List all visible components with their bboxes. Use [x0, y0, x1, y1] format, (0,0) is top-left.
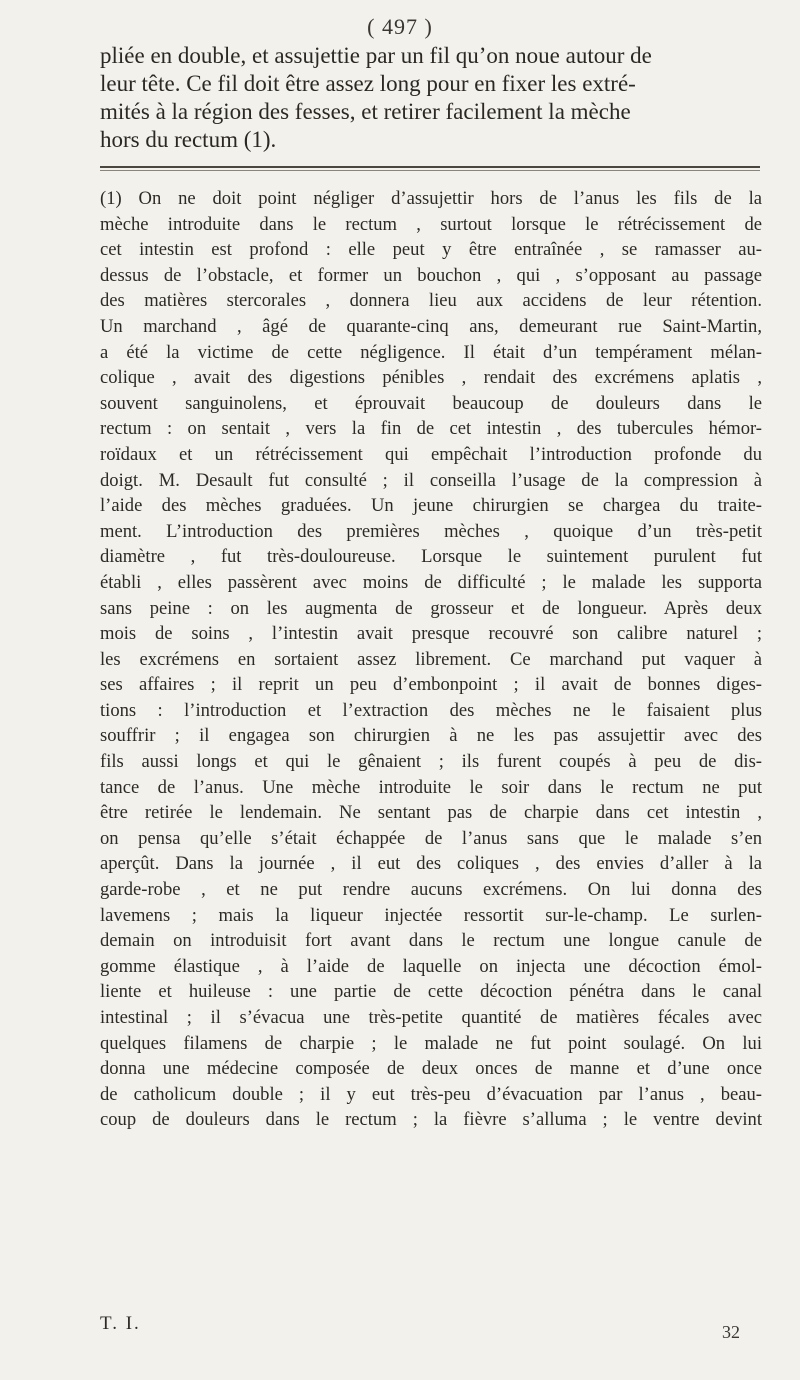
footnote-line: fils aussi longs et qui le gênaient ; ils furent coupés à peu de dis-	[100, 751, 762, 773]
footnote-line: mois de soins , l’intestin avait presque recouvré son calibre naturel ;	[100, 623, 762, 645]
main-line: mités à la région des fesses, et retirer facilement la mèche	[100, 99, 631, 124]
footnote-line: être retirée le lendemain. Ne sentant pas de charpie dans cet intestin ,	[100, 802, 762, 824]
footnote-line: demain on introduisit fort avant dans le rectum une longue canule de	[100, 930, 762, 952]
footnote-line: Un marchand , âgé de quarante-cinq ans, demeurant rue Saint-Martin,	[100, 315, 762, 337]
footnote-line: établi , elles passèrent avec moins de difficulté ; le malade les supporta	[100, 571, 762, 593]
signature-mark: T. I.	[100, 1313, 141, 1334]
footnote-line: dessus de l’obstacle, et former un bouchon , qui , s’opposant au passage	[100, 264, 762, 286]
footnote-separator-thin	[100, 170, 760, 171]
footnote-line: coup de douleurs dans le rectum ; la fièvre s’alluma ; le ventre devint	[100, 1109, 762, 1131]
footnote-line: roïdaux et un rétrécissement qui empêchait l’introduction profonde du	[100, 443, 762, 465]
main-line: hors du rectum (1).	[100, 127, 277, 152]
main-line: pliée en double, et assujettie par un fil qu’on noue autour de	[100, 43, 652, 68]
footnote-line: diamètre , fut très-douloureuse. Lorsque le suintement purulent fut	[100, 546, 762, 568]
page-number: ( 497 )	[367, 14, 433, 39]
footnote-line: quelques filamens de charpie ; le malade ne fut point soulagé. On lui	[100, 1032, 762, 1054]
footnote-line: donna une médecine composée de deux onces de manne et d’une once	[100, 1058, 762, 1080]
footnote-line: ses affaires ; il reprit un peu d’embonpoint ; il avait de bonnes diges-	[100, 674, 762, 696]
sheet-number: 32	[722, 1322, 740, 1342]
footnote-line: souvent sanguinolens, et éprouvait beaucoup de douleurs dans le	[100, 392, 762, 414]
footnote-line: liente et huileuse : une partie de cette décoction pénétra dans le canal	[100, 981, 762, 1003]
main-text	[100, 42, 760, 154]
footnote-line: des matières stercorales , donnera lieu aux accidens de leur rétention.	[100, 290, 762, 312]
footnote-line: doigt. M. Desault fut consulté ; il conseilla l’usage de la compression à	[100, 469, 762, 491]
footnote-line: mèche introduite dans le rectum , surtout lorsque le rétrécissement de	[100, 213, 762, 235]
footnote-line: intestinal ; il s’évacua une très-petite quantité de matières fécales avec	[100, 1007, 762, 1028]
main-line: leur tête. Ce fil doit être assez long pour en fixer les extré-	[100, 71, 636, 96]
footnote	[100, 186, 762, 1133]
footnote-line: de catholicum double ; il y eut très-peu d’évacuation par l’anus , beau-	[100, 1083, 762, 1105]
footnote-separator	[100, 166, 760, 168]
footnote-line: cet intestin est profond : elle peut y être entraînée , se ramasser au-	[100, 239, 762, 261]
footnote-line: colique , avait des digestions pénibles , rendait des excrémens aplatis ,	[100, 367, 762, 389]
footnote-line: (1) On ne doit point négliger d’assujettir hors de l’anus les fils de la	[100, 188, 762, 209]
footnote-line: a été la victime de cette négligence. Il était d’un tempérament mélan-	[100, 341, 762, 363]
footnote-line: garde-robe , et ne put rendre aucuns excrémens. On lui donna des	[100, 879, 762, 901]
footnote-line: l’aide des mèches graduées. Un jeune chirurgien se chargea du traite-	[100, 495, 762, 517]
footnote-line: tance de l’anus. Une mèche introduite le soir dans le rectum ne put	[100, 776, 762, 798]
footnote-line: ment. L’introduction des premières mèches , quoique d’un très-petit	[100, 520, 762, 542]
footnote-line: souffrir ; il engagea son chirurgien à ne les pas assujettir avec des	[100, 725, 762, 747]
footnote-line: lavemens ; mais la liqueur injectée ressortit sur-le-champ. Le surlen-	[100, 904, 762, 926]
footnote-line: tions : l’introduction et l’extraction des mèches ne le faisaient plus	[100, 699, 762, 721]
footnote-line: gomme élastique , à l’aide de laquelle on injecta une décoction émol-	[100, 955, 762, 977]
footnote-line: on pensa qu’elle s’était échappée de l’anus sans que le malade s’en	[100, 827, 762, 849]
footnote-line: rectum : on sentait , vers la fin de cet intestin , des tubercules hémor-	[100, 418, 762, 440]
footnote-line: aperçût. Dans la journée , il eut des coliques , des envies d’aller à la	[100, 853, 762, 875]
footnote-line: les excrémens en sortaient assez librement. Ce marchand put vaquer à	[100, 648, 762, 670]
footnote-line: sans peine : on les augmenta de grosseur et de longueur. Après deux	[100, 597, 762, 619]
